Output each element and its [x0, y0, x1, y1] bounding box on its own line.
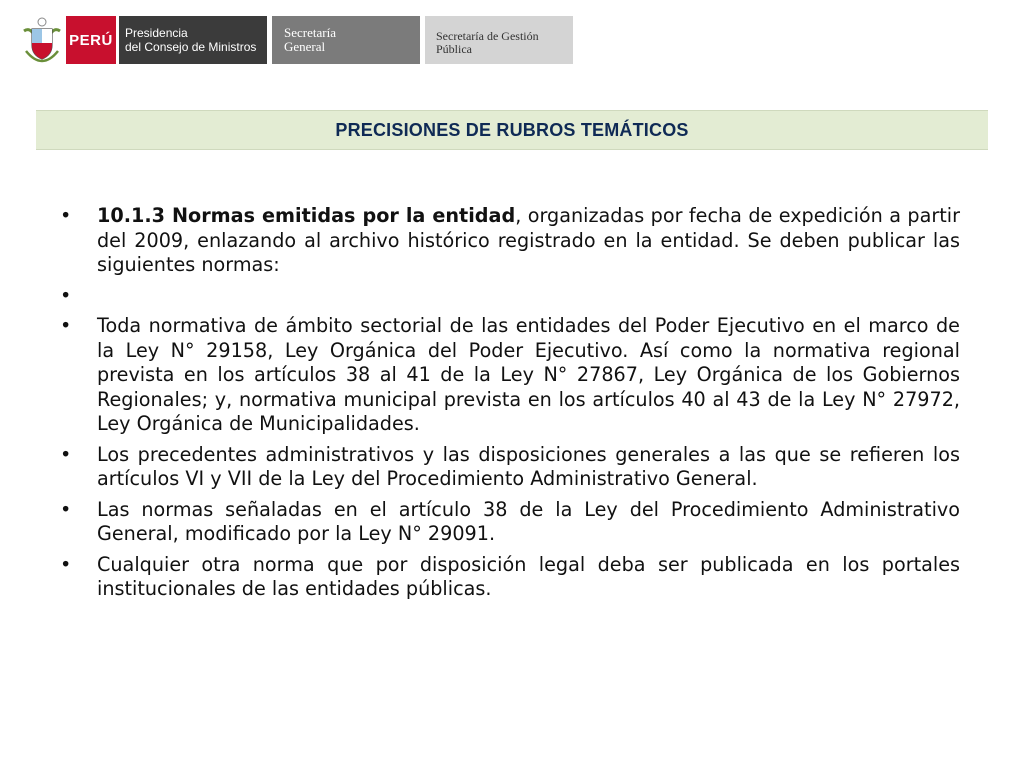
- list-item: [60, 553, 960, 602]
- sgp-line1: Secretaría de Gestión: [436, 29, 539, 43]
- sg-line2: General: [284, 39, 326, 54]
- title-bar: [36, 110, 988, 150]
- coat-of-arms-icon: [20, 15, 64, 65]
- item-text: Cualquier otra norma que por disposición legal deba ser publicada en los portales institucionales de las entidades públicas.: [97, 552, 960, 600]
- bullet: •: [60, 552, 72, 576]
- item-bold-heading: 10.1.3 Normas emitidas por la entidad: [97, 204, 516, 227]
- pcm-logo-box: [119, 16, 267, 64]
- list-item-empty: [60, 284, 960, 309]
- item-text: , organizadas por fecha de expedición a partir del 2009, enlazando al archivo histórico registrado en la entidad. Se deben publicar las siguientes normas:: [97, 204, 960, 276]
- list-item: [60, 314, 960, 437]
- peru-label: PERÚ: [69, 31, 113, 49]
- item-text: Los precedentes administrativos y las disposiciones generales a las que se refieren los artículos VI y VII de la Ley del Procedimiento Administrativo General.: [97, 442, 960, 490]
- bullet: •: [60, 204, 72, 227]
- peru-logo-box: [66, 16, 116, 64]
- bullet: •: [60, 314, 72, 337]
- pcm-line1: Presidencia: [125, 26, 188, 40]
- secretaria-gestion-publica-box: [425, 16, 573, 64]
- list-item: [60, 443, 960, 492]
- list-item: [60, 204, 960, 278]
- item-text: Toda normativa de ámbito sectorial de las entidades del Poder Ejecutivo en el marco de la Ley N° 29158, Ley Orgánica del Poder Ejecutivo. Así como la normativa regional prevista en los artículos 38 al 41 de la Ley N° 27867, Ley Orgánica de los Gobiernos Regionales; y, normativa municipal prevista en los artículos 40 al 43 de la Ley N° 27972, Ley Orgánica de Municipalidades.: [97, 314, 960, 435]
- bullet-list: [60, 204, 960, 608]
- sg-line1: Secretaría: [284, 25, 336, 40]
- page-title: PRECISIONES DE RUBROS TEMÁTICOS: [335, 119, 689, 140]
- secretaria-general-box: [272, 16, 420, 64]
- bullet: •: [60, 442, 72, 466]
- item-text: Las normas señaladas en el artículo 38 de la Ley del Procedimiento Administrativo General, modificado por la Ley N° 29091.: [97, 497, 960, 545]
- sgp-line2: Pública: [436, 42, 472, 56]
- bullet: •: [60, 283, 72, 307]
- government-header: [20, 15, 573, 65]
- list-item: [60, 498, 960, 547]
- bullet: •: [60, 497, 72, 521]
- pcm-line2: del Consejo de Ministros: [125, 40, 257, 54]
